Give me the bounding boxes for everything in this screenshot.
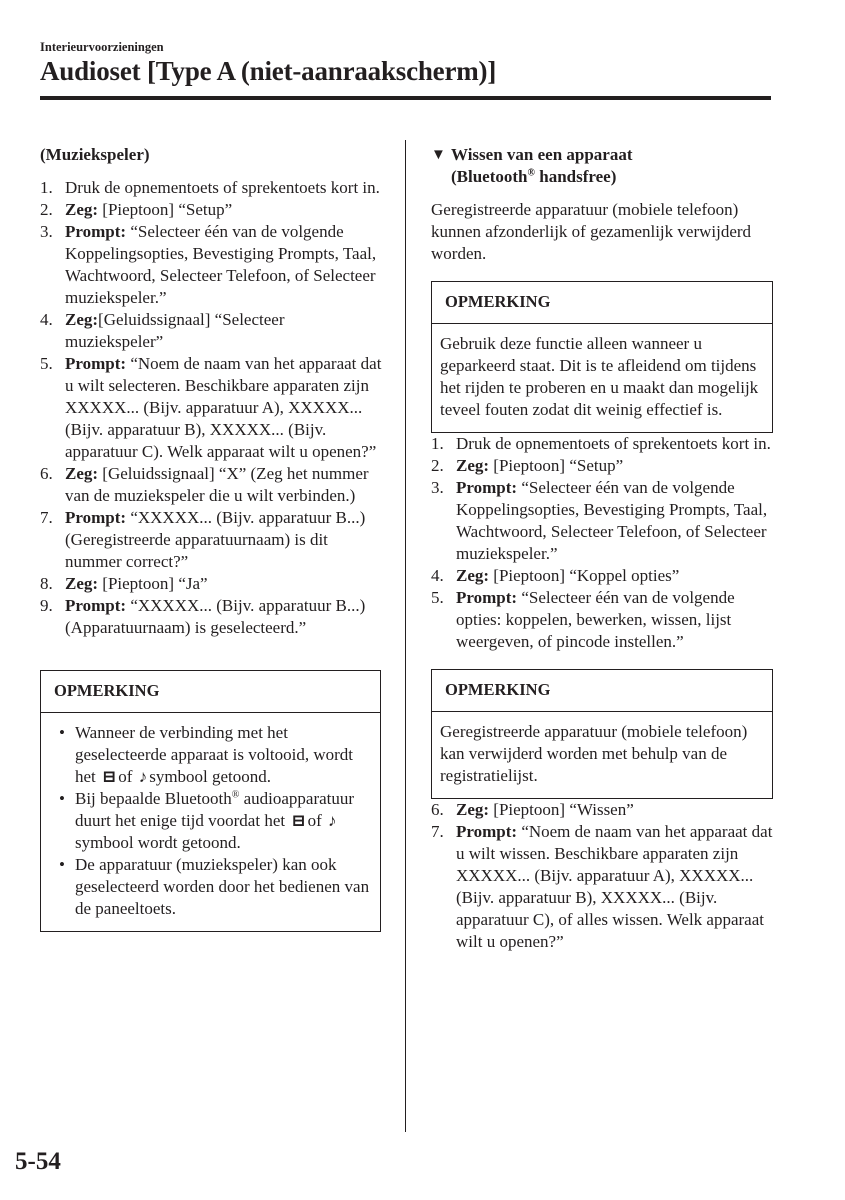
music-player-subheading: (Muziekspeler) [40, 145, 150, 164]
bullet-icon: • [59, 855, 65, 874]
page-title: Audioset [Type A (niet-aanraakscherm)] [40, 56, 497, 86]
triangle-icon: ▼ [431, 147, 446, 163]
delete-device-heading: ▼ Wissen van een apparaat (Bluetooth® handsfree) [431, 145, 633, 186]
note-body [41, 713, 380, 931]
left-column [40, 144, 385, 932]
list-item: 4. Zeg:[Geluidssignaal] “Selecteer muziekspeler” [40, 310, 285, 351]
list-item: • Wanneer de verbinding met het geselecteerde apparaat is voltooid, wordt het ⊟ of ♪ symbool getoond. [59, 723, 354, 786]
device-icon: ⊟ [291, 811, 306, 830]
list-item: 5. Prompt: “Selecteer één van de volgende opties: koppelen, bewerken, wissen, lijst weergeven, of pincode instellen.” [431, 588, 735, 651]
delete-steps-part2 [431, 799, 776, 953]
list-item: 6. Zeg: [Geluidssignaal] “X” (Zeg het nummer van de muziekspeler die u wilt verbinden.) [40, 464, 369, 505]
list-item: 1. Druk de opnementoets of sprekentoets kort in. [40, 178, 380, 197]
note-body: Geregistreerde apparatuur (mobiele telefoon) kan verwijderd worden met behulp van de registratielijst. [440, 722, 748, 785]
list-item: • De apparatuur (muziekspeler) kan ook geselecteerd worden door het bedienen van de paneeltoets. [59, 855, 370, 918]
note-heading: OPMERKING [41, 671, 380, 713]
note-box-safety [431, 281, 773, 433]
list-item: 3. Prompt: “Selecteer één van de volgende Koppelingsopties, Bevestiging Prompts, Taal, Wachtwoord, Selecteer Telefoon, of Selecteer muziekspeler.” [431, 478, 768, 563]
music-note-icon: ♪ [138, 767, 148, 786]
music-player-steps [40, 177, 385, 639]
note-box-music [40, 670, 381, 932]
bullet-icon: • [59, 789, 65, 808]
list-item: 9. Prompt: “XXXXX... (Bijv. apparatuur B...) (Apparatuurnaam) is geselecteerd.” [40, 596, 366, 637]
bullet-icon: • [59, 723, 65, 742]
list-item: 3. Prompt: “Selecteer één van de volgende Koppelingsopties, Bevestiging Prompts, Taal, Wachtwoord, Selecteer Telefoon, of Selecteer muziekspeler.” [40, 222, 377, 307]
section-label: Interieurvoorzieningen [40, 40, 164, 54]
list-item: 7. Prompt: “XXXXX... (Bijv. apparatuur B...) (Geregistreerde apparatuurnaam) is dit nummer correct?” [40, 508, 366, 571]
list-item: • Bij bepaalde Bluetooth® audioapparatuur duurt het enige tijd voordat het ⊟ of ♪symbool wordt getoond. [59, 789, 355, 852]
list-item: 6. Zeg: [Pieptoon] “Wissen” [431, 800, 634, 819]
music-note-icon: ♪ [328, 811, 337, 830]
title-rule [40, 96, 771, 100]
right-column [431, 144, 776, 953]
note-box-registration [431, 669, 773, 799]
list-item: 7. Prompt: “Noem de naam van het apparaat dat u wilt wissen. Beschikbare apparaten zijn XXXXX... (Bijv. apparatuur A), XXXXX... (Bijv. apparatuur B), XXXXX... (Bijv. apparatuur C), of alles wissen. Welk apparaat wilt u openen?” [431, 822, 773, 951]
list-item: 2. Zeg: [Pieptoon] “Setup” [40, 200, 233, 219]
note-heading: OPMERKING [432, 670, 772, 712]
list-item: 8. Zeg: [Pieptoon] “Ja” [40, 574, 208, 593]
note-body: Gebruik deze functie alleen wanneer u geparkeerd staat. Dit is te afleidend om tijdens het rijden te proberen en u maakt dan mogelijk teveel fouten zodat dit weinig effectief is. [440, 334, 759, 419]
delete-intro: Geregistreerde apparatuur (mobiele telefoon) kunnen afzonderlijk of gezamenlijk verwijderd worden. [431, 200, 752, 263]
list-item: 4. Zeg: [Pieptoon] “Koppel opties” [431, 566, 680, 585]
page-number: 5-54 [15, 1148, 61, 1175]
delete-steps-part1 [431, 433, 776, 653]
list-item: 2. Zeg: [Pieptoon] “Setup” [431, 456, 624, 475]
list-item: 1. Druk de opnementoets of sprekentoets kort in. [431, 434, 771, 453]
column-divider [405, 140, 406, 1132]
note-heading: OPMERKING [432, 282, 772, 324]
device-icon: ⊟ [102, 767, 117, 786]
list-item: 5. Prompt: “Noem de naam van het apparaat dat u wilt selecteren. Beschikbare apparaten zijn XXXXX... (Bijv. apparatuur A), XXXXX... (Bijv. apparatuur B), XXXXX... (Bijv. apparatuur C). Welk apparaat wilt u openen?” [40, 354, 382, 461]
